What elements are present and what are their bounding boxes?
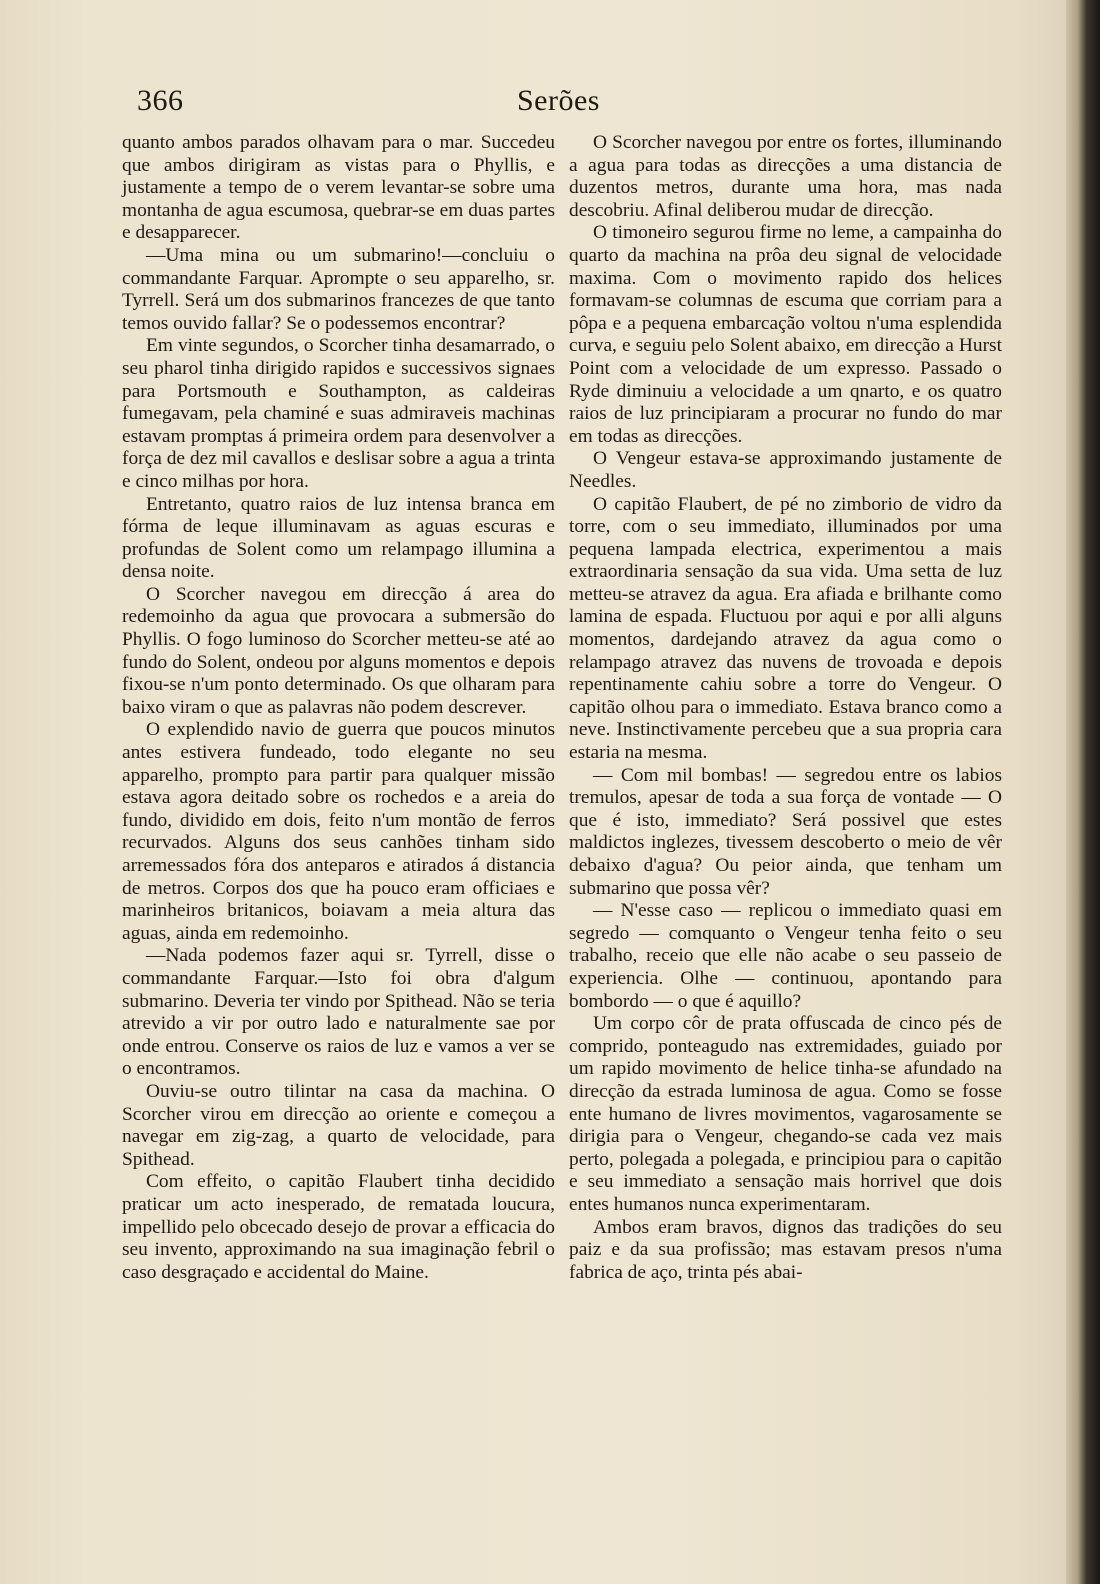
paragraph: Entretanto, quatro raios de luz intensa branca em fórma de leque illuminavam as aguas escuras e profundas de Solent como um relampago illumina a densa noite.	[122, 493, 555, 583]
paragraph: —Nada podemos fazer aqui sr. Tyrrell, disse o commandante Farquar.—Isto foi obra d'algum submarino. Deveria ter vindo por Spithead. Não se teria atrevido a vir por outro lado e naturalmente sae por onde entrou. Conserve os raios de luz e vamos a ver se o encontramos.	[122, 945, 555, 1080]
paragraph: Ambos eram bravos, dignos das tradições do seu paiz e da sua profissão; mas estavam presos n'uma fabrica de aço, trinta pés abai-	[569, 1216, 1002, 1283]
paragraph: O Scorcher navegou por entre os fortes, illuminando a agua para todas as direcções a uma distancia de duzentos metros, durante uma hora, mas nada descobriu. Afinal deliberou mudar de direcção.	[569, 132, 1002, 221]
page-header	[0, 84, 1100, 124]
book-spine-edge	[1066, 0, 1100, 1584]
paragraph: O Vengeur estava-se approximando justamente de Needles.	[569, 448, 1002, 492]
paragraph: — N'esse caso — replicou o immediato quasi em segredo — comquanto o Vengeur tenha feito o seu trabalho, receio que elle não acabe o seu passeio de experiencia. Olhe — continuou, apontando para bombordo — o que é aquillo?	[569, 900, 1002, 1012]
paragraph: Com effeito, o capitão Flaubert tinha decidido praticar um acto inesperado, de rematada loucura, impellido pelo obcecado desejo de provar a efficacia do seu invento, approximando na sua imaginação febril o caso desgraçado e accidental do Maine.	[122, 1171, 555, 1283]
paragraph: —Uma mina ou um submarino!—concluiu o commandante Farquar. Aprompte o seu apparelho, sr. Tyrrell. Será um dos submarinos francezes de que tanto temos ouvido fallar? Se o podessemos encontrar?	[122, 244, 555, 334]
page-number: 366	[137, 84, 184, 117]
paragraph: quanto ambos parados olhavam para o mar. Succedeu que ambos dirigiram as vistas para o Phyllis, e justamente a tempo de o verem levantar-se sobre uma montanha de agua escumosa, quebrar-se em duas partes e desapparecer.	[122, 132, 555, 244]
paragraph: Ouviu-se outro tilintar na casa da machina. O Scorcher virou em direcção ao oriente e começou a navegar em zig-zag, a quarto de velocidade, para Spithead.	[122, 1080, 555, 1170]
paragraph: — Com mil bombas! — segredou entre os labios tremulos, apesar de toda a sua força de vontade — O que é isto, immediato? Será possivel que estes maldictos inglezes, tivessem descoberto o meio de vêr debaixo d'agua? Ou peior ainda, que tenham um submarino que possa vêr?	[569, 764, 1002, 899]
right-column	[569, 132, 1002, 1284]
paragraph: Um corpo côr de prata offuscada de cinco pés de comprido, ponteagudo nas extremidades, guiado por um rapido movimento de helice tinha-se afundado na direcção da estrada luminosa de agua. Como se fosse ente humano de livres movimentos, vagarosamente se dirigia para o Vengeur, chegando-se cada vez mais perto, polegada a polegada, e principiou para o capitão e seu immediato a sensação mais horrivel que dois entes humanos nunca experimentaram.	[569, 1013, 1002, 1215]
left-column	[122, 132, 555, 1284]
paragraph: Em vinte segundos, o Scorcher tinha desamarrado, o seu pharol tinha dirigido rapidos e successivos signaes para Portsmouth e Southampton, as caldeiras fumegavam, pela chaminé e suas admiraveis machinas estavam promptas á primeira ordem para desenvolver a força de dez mil cavallos e deslisar sobre a agua a trinta e cinco milhas por hora.	[122, 335, 555, 492]
paragraph: O capitão Flaubert, de pé no zimborio de vidro da torre, com o seu immediato, illuminados por uma pequena lampada electrica, experimentou a mais extraordinaria sensação da sua vida. Uma setta de luz metteu-se atravez da agua. Era afiada e brilhante como lamina de espada. Fluctuou por aqui e por alli alguns momentos, dardejando atravez da agua como o relampago atravez das nuvens de trovoada e depois repentinamente cahiu sobre a torre do Vengeur. O capitão olhou para o immediato. Estava branco como a neve. Instinctivamente percebeu que a sua propria cara estaria na mesma.	[569, 493, 1002, 764]
paragraph: O Scorcher navegou em direcção á area do redemoinho da agua que provocara a submersão do Phyllis. O fogo luminoso do Scorcher metteu-se até ao fundo do Solent, ondeou por alguns momentos e depois fixou-se n'um ponto determinado. Os que olharam para baixo viram o que as palavras não podem descrever.	[122, 583, 555, 718]
running-title: Serões	[517, 84, 600, 117]
paragraph: O explendido navio de guerra que poucos minutos antes estivera fundeado, todo elegante no seu apparelho, prompto para partir para qualquer missão estava agora deitado sobre os rochedos e a areia do fundo, dividido em dois, feito n'um montão de ferros recurvados. Alguns dos seus canhões tinham sido arremessados fóra dos anteparos e atirados á distancia de metros. Corpos dos que ha pouco eram officiaes e marinheiros britanicos, boiavam a meia altura das aguas, ainda em redemoinho.	[122, 719, 555, 944]
paragraph: O timoneiro segurou firme no leme, a campainha do quarto da machina na prôa deu signal de velocidade maxima. Com o movimento rapido dos helices formavam-se columnas de escuma que corriam para a pôpa e a pequena embarcação voltou n'uma esplendida curva, e seguiu pelo Solent abaixo, em direcção a Hurst Point com a velocidade de um expresso. Passado o Ryde diminuiu a velocidade a um qnarto, e os quatro raios de luz principiaram a procurar no fundo do mar em todas as direcções.	[569, 222, 1002, 447]
